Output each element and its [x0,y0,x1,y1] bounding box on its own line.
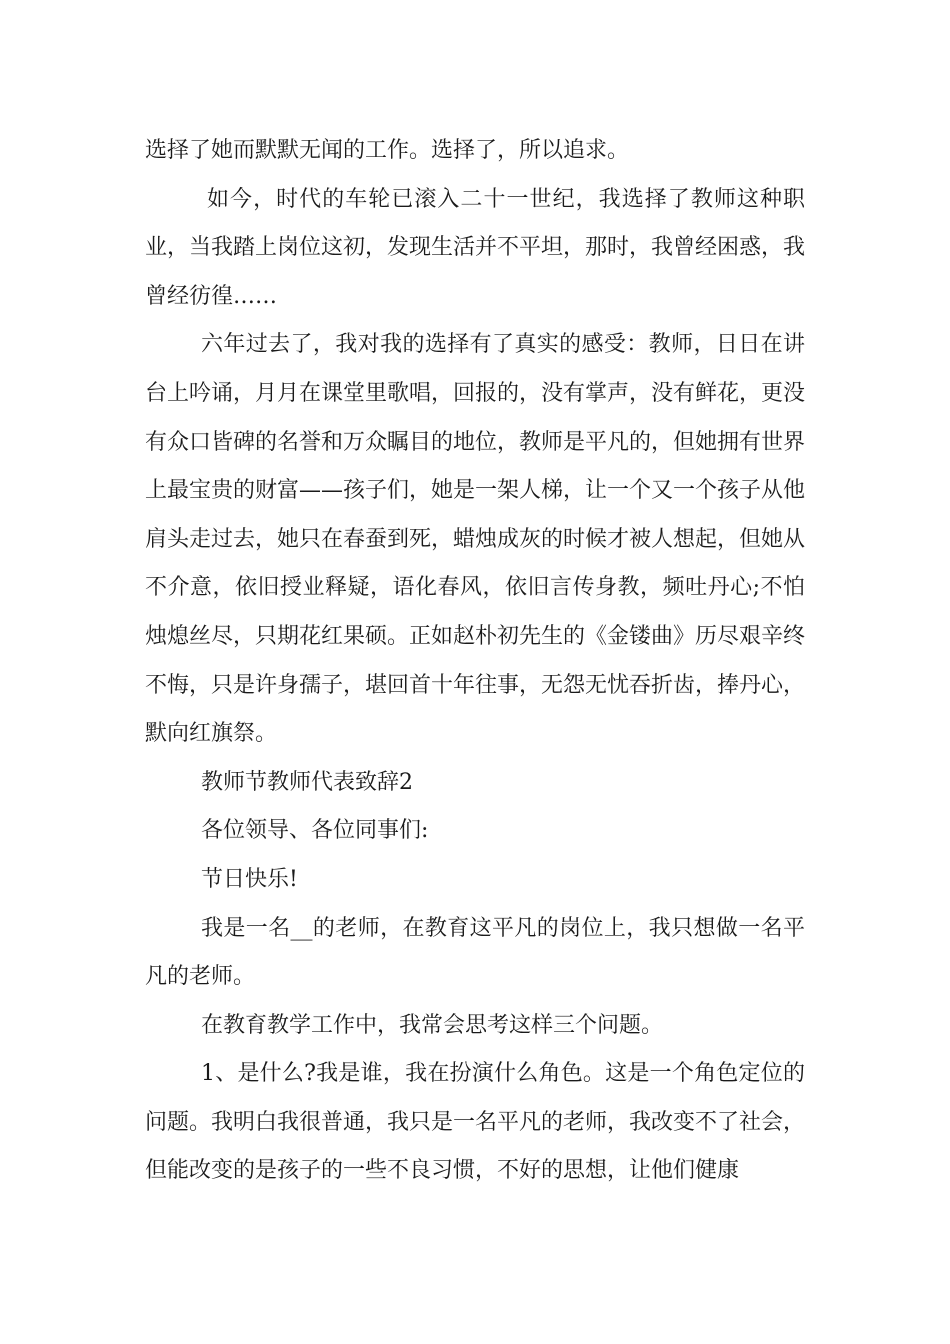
document-body [145,127,805,1196]
paragraph-career-choice: 如今，时代的车轮已滚入二十一世纪，我选择了教师这种职业，当我踏上岗位这初，发现生活并不平坦，那时，我曾经困惑，我曾经彷徨…… [145,186,806,309]
greeting: 节日快乐! [201,866,298,892]
section-heading: 教师节教师代表致辞2 [201,769,413,795]
paragraph-continuation: 选择了她而默默无闻的工作。选择了，所以追求。 [145,138,630,163]
paragraph-question-one: 1、是什么?我是谁，我在扮演什么角色。这是一个角色定位的问题。我明白我很普通，我只是一名平凡的老师，我改变不了社会，但能改变的是孩子的一些不良习惯，不好的思想，让他们健康 [145,1061,806,1184]
paragraph-three-questions: 在教育教学工作中，我常会思考这样三个问题。 [201,1012,664,1038]
paragraph-six-years: 六年过去了，我对我的选择有了真实的感受：教师，日日在讲台上吟诵，月月在课堂里歌唱，回报的，没有掌声，没有鲜花，更没有众口皆碑的名誉和万众瞩目的地位，教师是平凡的，但她拥有世界上最宝贵的财富——孩子们，她是一架人梯，让一个又一个孩子从他肩头走过去，她只在春蚕到死，蜡烛成灰的时候才被人想起，但她从不介意，依旧授业释疑，语化春风，依旧言传身教，频吐丹心;不怕烛熄丝尽，只期花红果硕。正如赵朴初先生的《金镂曲》历尽艰辛终不悔，只是许身孺子，堪回首十年往事，无怨无忧吞折齿，捧丹心，默向红旗祭。 [145,332,806,747]
paragraph-introduction: 我是一名__的老师，在教育这平凡的岗位上，我只想做一名平凡的老师。 [145,915,805,990]
salutation: 各位领导、各位同事们: [201,818,429,844]
